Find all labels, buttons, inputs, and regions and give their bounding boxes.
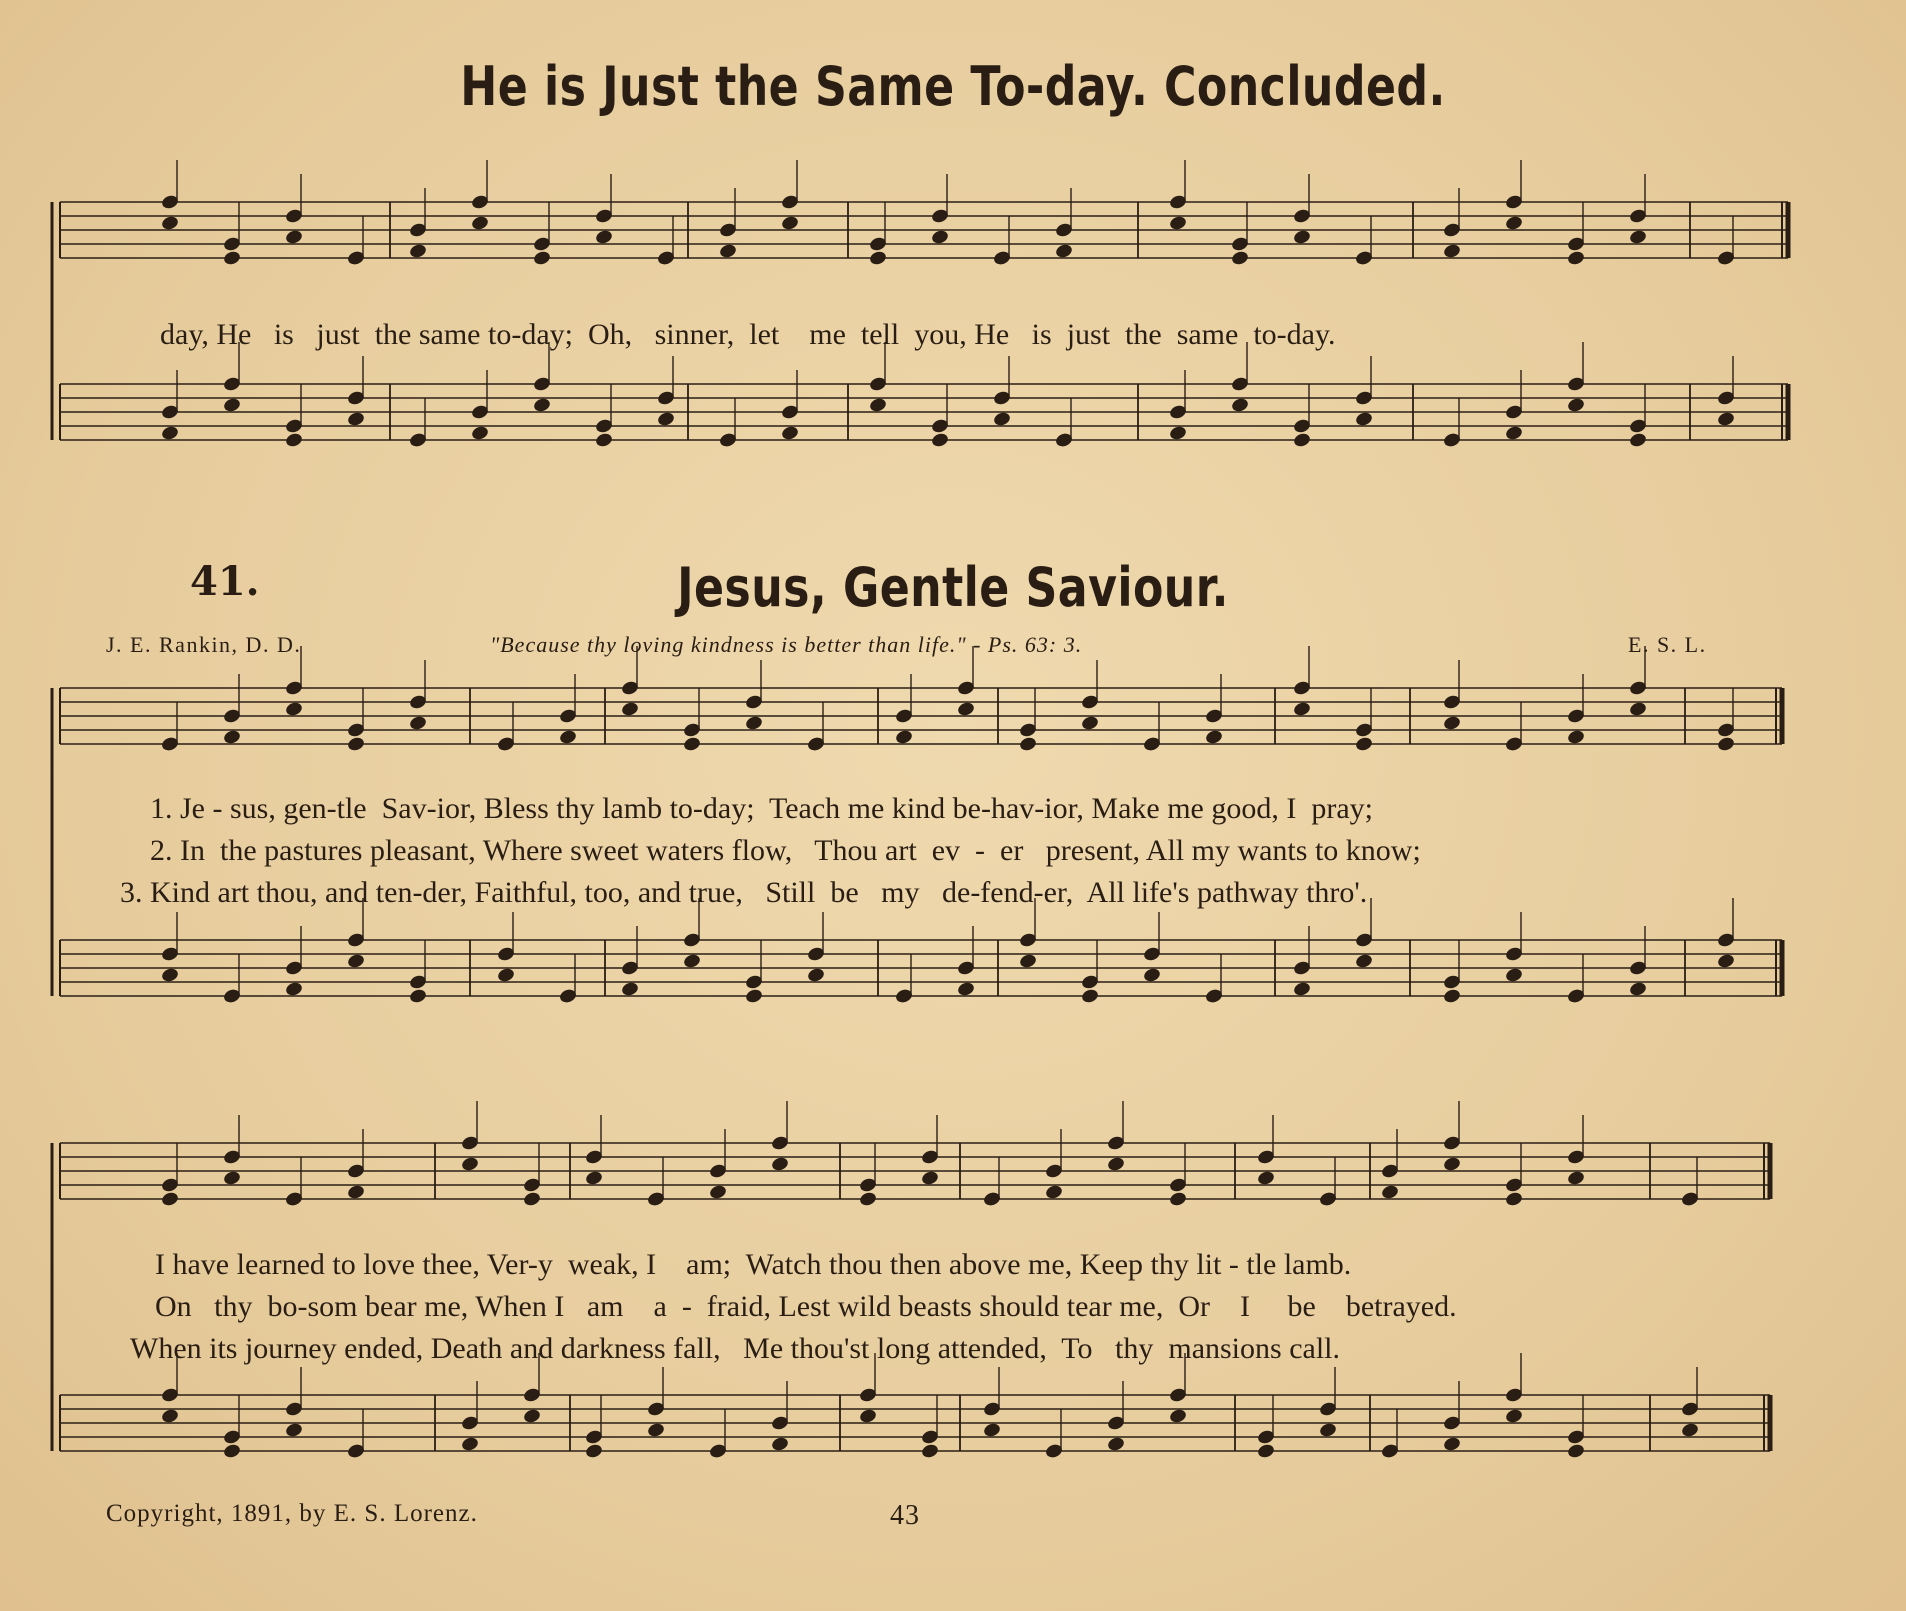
hymn-number: 41. [190, 558, 260, 605]
hymn-composer: E. S. L. [1628, 632, 1707, 657]
hymn-epigraph: "Because thy loving kindness is better than life." - Ps. 63: 3. [490, 632, 1083, 657]
verse-2-line-2: On thy bo-som bear me, When I am a - fraid, Lest wild beasts should tear me, Or I be betrayed. [155, 1290, 1457, 1323]
concluded-lyric-line: day, He is just the same to-day; Oh, sinner, let me tell you, He is just the same to-day. [160, 318, 1336, 351]
page-number: 43 [890, 1500, 920, 1531]
hymn-author: J. E. Rankin, D. D. [106, 632, 302, 657]
verse-1-line-1: 1. Je - sus, gen-tle Sav-ior, Bless thy lamb to-day; Teach me kind be-hav-ior, Make me good, I pray; [150, 792, 1373, 825]
copyright-notice: Copyright, 1891, by E. S. Lorenz. [106, 1500, 478, 1527]
hymn-title: Jesus, Gentle Saviour. [677, 556, 1229, 619]
concluded-title: He is Just the Same To-day. Concluded. [460, 55, 1446, 118]
verse-1-line-2: I have learned to love thee, Ver-y weak, I am; Watch thou then above me, Keep thy lit - tle lamb. [155, 1248, 1352, 1281]
verse-3-line-2: When its journey ended, Death and darkness fall, Me thou'st long attended, To thy mansions call. [130, 1332, 1340, 1365]
verse-3-line-1: 3. Kind art thou, and ten-der, Faithful, too, and true, Still be my de-fend-er, All life's pathway thro'. [120, 876, 1368, 909]
verse-2-line-1: 2. In the pastures pleasant, Where sweet waters flow, Thou art ev - er present, All my wants to know; [150, 834, 1421, 867]
